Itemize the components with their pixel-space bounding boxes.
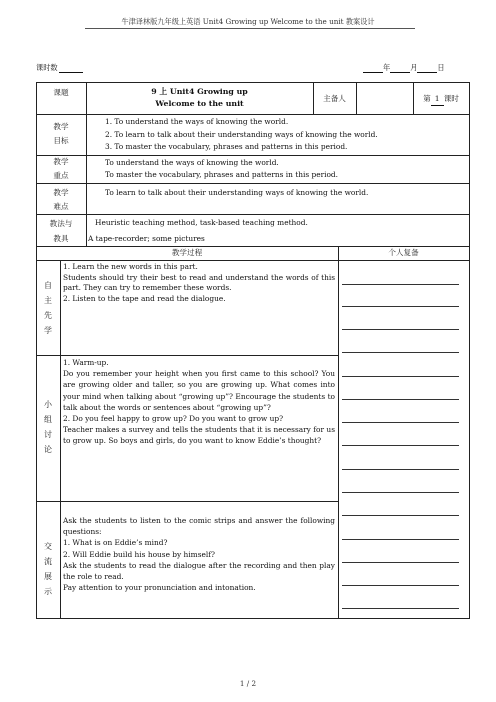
content-line: Pay attention to your pronunciation and intonation. (63, 583, 256, 593)
key-points-list (105, 157, 465, 180)
key-label-line1: 教学 (53, 157, 69, 166)
content-line: 1. Warm-up. (63, 358, 109, 367)
label-char: 主 (44, 296, 52, 305)
writing-line[interactable] (342, 539, 459, 540)
content-line: Teacher makes a survey and tells the students that it is necessary for us to grow up. So boys and girls, do you want to know Eddie’s thought? (63, 425, 335, 446)
group-discussion-label (36, 397, 60, 457)
key-label-line2: 重点 (53, 171, 69, 180)
row-line (36, 82, 470, 83)
writing-line[interactable] (342, 399, 459, 400)
table-border-right (469, 82, 470, 618)
date-field (363, 63, 445, 73)
diff-label-line1: 教学 (53, 188, 69, 197)
process-header: 教学过程 (171, 248, 203, 257)
self-study-content (63, 262, 335, 304)
label-char: 学 (44, 326, 52, 335)
difficulty-label (36, 186, 86, 214)
header-rule (85, 28, 415, 29)
content-line: 2. Will Eddie build his house by himself? (63, 549, 215, 559)
personal-prep-header: 个人复备 (388, 248, 419, 257)
period-number (413, 94, 469, 106)
goals-label-line2: 目标 (53, 136, 69, 145)
key-point: To understand the ways of knowing the world. (105, 158, 279, 167)
content-line: Do you remember your height when you first came to this school? You are growing older and taller, so you are growing up. What comes into your mind when talking about “growing up”? Encourage the students to talk about the words or sentences about “growing up”? (63, 369, 335, 412)
writing-line[interactable] (342, 562, 459, 563)
col-line (60, 260, 61, 618)
writing-line[interactable] (342, 306, 459, 307)
preparer-label: 主备人 (323, 94, 346, 103)
diff-label-line2: 难点 (53, 202, 69, 211)
label-char: 展 (44, 572, 52, 581)
content-line: 1. Learn the new words in this part. (63, 262, 198, 271)
methods-label (36, 216, 86, 246)
writing-line[interactable] (342, 469, 459, 470)
writing-line[interactable] (342, 352, 459, 353)
year-blank (363, 65, 383, 73)
content-line: 2. Listen to the tape and read the dialogue. (63, 293, 226, 303)
writing-line[interactable] (342, 515, 459, 516)
row-line (36, 246, 470, 247)
content-line: Ask the students to listen to the comic strips and answer the following questions: (63, 516, 335, 537)
content-line: 2. Do you feel happy to grow up? Do you want to grow up? (63, 414, 284, 424)
presentation-label (36, 539, 60, 599)
self-study-label (36, 278, 60, 338)
goals-label-line1: 教学 (53, 122, 69, 131)
teaching-aids: A tape-recorder; some pictures (88, 234, 205, 243)
row-line (36, 501, 338, 502)
label-char: 先 (44, 311, 52, 320)
row-line (36, 183, 470, 184)
row-line (36, 260, 470, 261)
goal-item: 2. To learn to talk about their understanding ways of knowing the world. (105, 129, 378, 139)
presentation-content (63, 515, 335, 593)
page-number: 1 / 2 (239, 679, 257, 688)
writing-line[interactable] (342, 376, 459, 377)
writing-line[interactable] (342, 422, 459, 423)
label-char: 自 (44, 281, 52, 290)
label-char: 示 (44, 587, 52, 596)
label-char: 流 (44, 557, 52, 566)
writing-line[interactable] (342, 284, 459, 285)
key-point: To master the vocabulary, phrases and patterns in this period. (105, 169, 339, 179)
label-char: 讨 (44, 430, 52, 439)
month-blank (390, 65, 410, 73)
writing-line[interactable] (342, 585, 459, 586)
class-hours-blank (59, 65, 83, 73)
content-line: Ask the students to read the dialogue after the recording and then play the role to read. (63, 560, 335, 582)
difficulty-text: To learn to talk about their understanding ways of knowing the world. (105, 188, 369, 197)
row-line (36, 114, 470, 115)
col-line (338, 246, 339, 618)
row-line (36, 355, 338, 356)
label-char: 组 (44, 415, 52, 424)
goal-item: 3. To master the vocabulary, phrases and patterns in this period. (105, 142, 348, 151)
content-line: Students should try their best to read and understand the words of this part. They can try to remember these words. (63, 272, 335, 292)
day-blank (417, 65, 437, 73)
topic-label: 课题 (53, 88, 69, 97)
row-line (36, 214, 470, 215)
col-line (356, 82, 357, 114)
month-label: 月 (410, 63, 418, 72)
goal-item: 1. To understand the ways of knowing the world. (105, 117, 289, 126)
label-char: 小 (44, 400, 52, 409)
lesson-title-line1: 9 上 Unit4 Growing up (151, 87, 248, 96)
lesson-title-line2: Welcome to the unit (155, 99, 244, 108)
key-points-label (36, 155, 86, 183)
writing-line[interactable] (342, 329, 459, 330)
method-label-line1: 教法与 (49, 219, 73, 228)
period-suffix: 课时 (443, 94, 459, 103)
class-hours-label: 课时数 (36, 63, 58, 72)
period-value: 1 (431, 94, 444, 106)
row-line (36, 155, 470, 156)
teaching-method: Heuristic teaching method, task-based teaching method. (95, 218, 308, 227)
group-discussion-content (63, 357, 335, 447)
content-line: 1. What is on Eddie’s mind? (63, 538, 168, 548)
year-label: 年 (383, 63, 391, 72)
label-char: 论 (44, 445, 52, 454)
label-char: 交 (44, 542, 52, 551)
writing-line[interactable] (342, 492, 459, 493)
day-label: 日 (437, 63, 445, 72)
class-hours-field (36, 63, 83, 73)
writing-line[interactable] (342, 608, 459, 609)
goals-label (36, 120, 86, 148)
row-line (36, 618, 470, 619)
document-header: 牛津译林版九年级上英语 Unit4 Growing up Welcome to the unit 教案设计 (121, 17, 375, 26)
goals-list (105, 116, 465, 154)
method-label-line2: 教具 (53, 234, 69, 243)
period-prefix: 第 (423, 94, 431, 103)
writing-line[interactable] (342, 445, 459, 446)
